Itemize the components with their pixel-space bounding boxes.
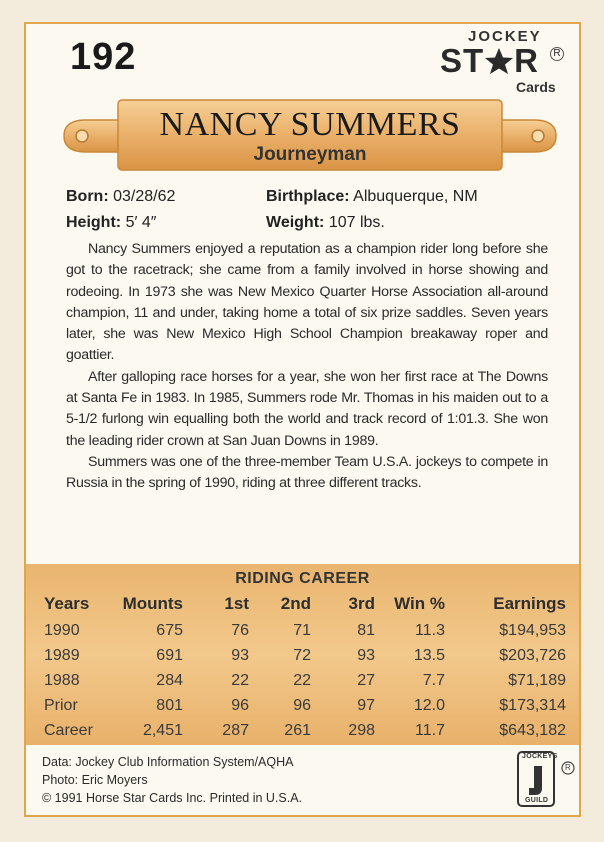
table-cell: 81 <box>357 621 375 639</box>
birthplace-value: Albuquerque, NM <box>353 188 478 205</box>
table-cell: 298 <box>348 721 375 739</box>
table-cell: $173,314 <box>499 696 566 714</box>
table-cell: 22 <box>231 671 249 689</box>
guild-registered-mark: R <box>565 763 571 772</box>
table-cell: 71 <box>293 621 311 639</box>
table-cell: $643,182 <box>499 721 566 739</box>
stats-title: RIDING CAREER <box>235 570 370 587</box>
born-row <box>66 184 175 210</box>
table-header-row <box>44 594 566 618</box>
table-row <box>44 718 566 743</box>
table-cell: 76 <box>231 621 249 639</box>
name-plaque <box>56 98 564 174</box>
weight-value: 107 lbs. <box>328 214 385 231</box>
table-row <box>44 693 566 718</box>
column-header: Earnings <box>493 594 566 613</box>
career-table <box>44 594 566 743</box>
table-cell: 72 <box>293 646 311 664</box>
table-cell: 1990 <box>44 621 80 639</box>
born-value: 03/28/62 <box>113 188 176 205</box>
table-cell: 691 <box>156 646 183 664</box>
table-cell: 1989 <box>44 646 80 664</box>
jockey-name: NANCY SUMMERS <box>159 106 461 143</box>
table-cell: 93 <box>231 646 249 664</box>
table-cell: 801 <box>156 696 183 714</box>
biography <box>66 239 548 495</box>
table-cell: 13.5 <box>413 646 445 664</box>
jockey-rank: Journeyman <box>253 144 367 165</box>
table-row <box>44 668 566 693</box>
bio-paragraph: Summers was one of the three-member Team U.S.A. jockeys to compete in Russia in the spring of 1990, riding at three different tracks. <box>66 453 548 492</box>
riding-career-stats <box>26 564 579 745</box>
table-cell: 27 <box>357 671 375 689</box>
table-row <box>44 643 566 668</box>
table-cell: 287 <box>222 721 249 739</box>
birthplace-label: Birthplace: <box>266 188 350 205</box>
table-cell: 284 <box>156 671 183 689</box>
table-cell: 96 <box>293 696 311 714</box>
height-label: Height: <box>66 214 122 231</box>
logo-jockey-text: JOCKEY <box>468 28 542 45</box>
trading-card-back <box>24 22 581 817</box>
guild-bottom-text: GUILD <box>525 797 549 804</box>
table-cell: 11.3 <box>415 621 445 639</box>
table-cell: 96 <box>231 696 249 714</box>
copyright: © 1991 Horse Star Cards Inc. Printed in U.S.A. <box>42 791 303 805</box>
registered-mark: R <box>550 47 564 61</box>
column-header: 3rd <box>348 594 375 613</box>
logo-star-text: ST R <box>440 42 540 79</box>
guild-top-text: JOCKEYS <box>522 753 558 760</box>
table-cell: 2,451 <box>142 721 183 739</box>
table-cell: $194,953 <box>499 621 566 639</box>
column-header: 2nd <box>280 594 311 613</box>
photo-credit: Photo: Eric Moyers <box>42 773 148 787</box>
star-icon <box>484 47 514 75</box>
height-row <box>66 210 156 236</box>
card-number: 192 <box>70 36 137 78</box>
column-header: Mounts <box>122 594 183 613</box>
weight-label: Weight: <box>266 214 325 231</box>
table-row <box>44 618 566 643</box>
height-value: 5′ 4″ <box>125 214 157 231</box>
table-cell: 7.7 <box>422 671 445 689</box>
table-cell: 93 <box>357 646 375 664</box>
table-cell: Career <box>44 721 93 739</box>
column-header: 1st <box>224 594 249 613</box>
jockey-star-cards-logo <box>440 28 570 98</box>
column-header: Win % <box>394 594 445 613</box>
table-cell: 11.7 <box>415 721 445 739</box>
birthplace-row <box>266 184 478 210</box>
bio-paragraph: After galloping race horses for a year, she won her first race at The Downs at Santa Fe in 1983. In 1985, Summers rode Mr. Thomas in his maiden out to a 5-1/2 furlong win equalling both the world and track record of 1:01.3. She won the leading rider crown at San Juan Downs in 1989. <box>66 368 548 449</box>
table-cell: 675 <box>156 621 183 639</box>
logo-cards-text: Cards <box>516 79 556 95</box>
column-header: Years <box>44 594 90 613</box>
table-cell: 22 <box>293 671 311 689</box>
bio-paragraph: Nancy Summers enjoyed a reputation as a champion rider long before she got to the racetrack; she came from a family involved in horse showing and rodeoing. In 1973 she was New Mexico Quarter Horse Association all-around champion, 11 and under, taking home a total of six prize saddles. Seven years later, she was New Mexico High School Champion breakaway roper and goattier. <box>66 241 548 364</box>
table-cell: 97 <box>357 696 375 714</box>
weight-row <box>266 210 385 236</box>
table-cell: Prior <box>44 696 78 714</box>
table-cell: 12.0 <box>413 696 445 714</box>
born-label: Born: <box>66 188 109 205</box>
credits <box>42 753 302 807</box>
table-cell: $71,189 <box>508 671 566 689</box>
jockeys-guild-logo <box>516 748 576 810</box>
table-cell: 1988 <box>44 671 80 689</box>
table-cell: 261 <box>284 721 311 739</box>
table-cell: $203,726 <box>499 646 566 664</box>
data-credit: Data: Jockey Club Information System/AQHA <box>42 755 294 769</box>
